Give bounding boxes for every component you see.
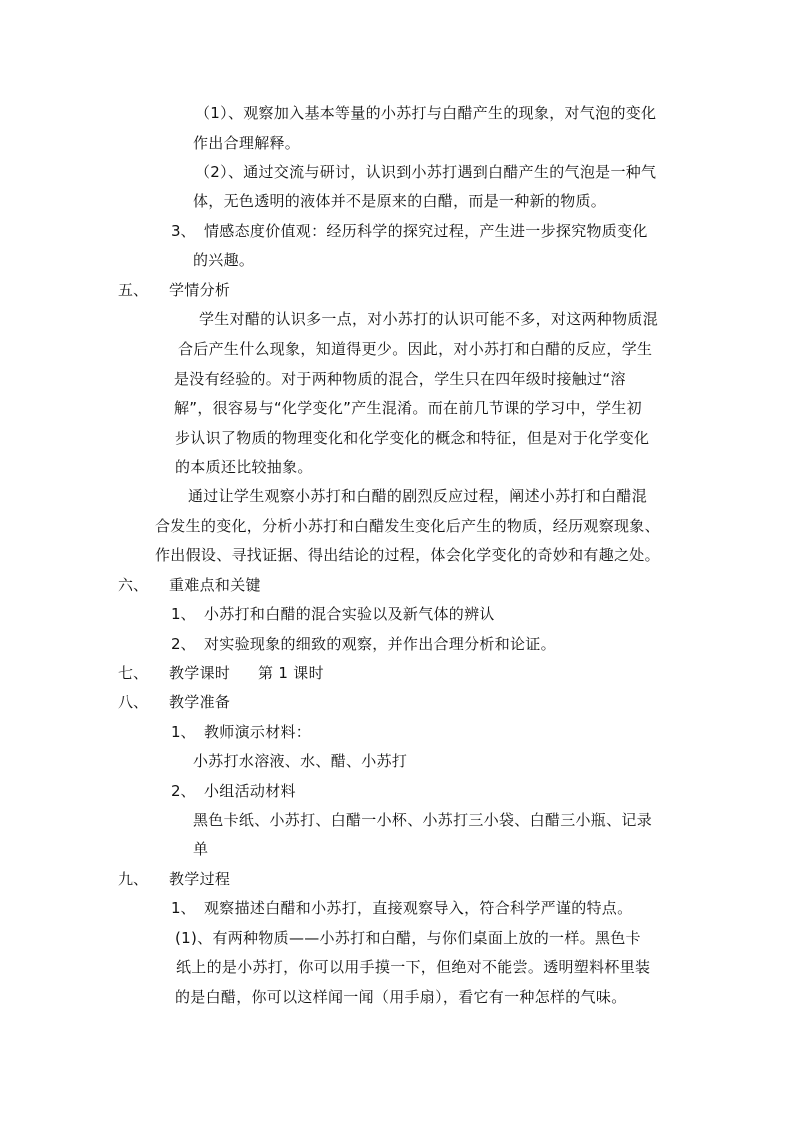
text-line: 观察描述白醋和小苏打，直接观察导入，符合科学严谨的特点。: [204, 899, 633, 917]
item-marker: 2、: [171, 782, 196, 800]
text-line: 教师演示材料：: [204, 723, 312, 741]
text-line: 情感态度价值观：经历科学的探究过程，产生进一步探究物质变化: [204, 222, 648, 240]
text-line: 黑色卡纸、小苏打、白醋一小杯、小苏打三小袋、白醋三小瓶、记录: [193, 811, 653, 829]
item-marker: 1、: [171, 605, 196, 623]
section-heading: 重难点和关键: [169, 576, 261, 594]
text-line: 合发生的变化，分析小苏打和白醋发生变化后产生的物质，经历观察现象、: [155, 517, 660, 535]
text-line: 单: [193, 840, 209, 858]
item-marker: 3、: [171, 222, 196, 240]
text-line: 通过让学生观察小苏打和白醋的剧烈反应过程，阐述小苏打和白醋混: [188, 487, 648, 505]
text-line: 小苏打和白醋的混合实验以及新气体的辨认: [204, 605, 495, 623]
text-line: 体，无色透明的液体并不是原来的白醋，而是一种新的物质。: [193, 192, 607, 210]
text-line: 纸上的是小苏打，你可以用手摸一下，但绝对不能尝。透明塑料杯里装: [176, 958, 651, 976]
text-line: 合后产生什么现象，知道得更少。因此，对小苏打和白醋的反应，学生: [178, 340, 653, 358]
text-line: 的兴趣。: [193, 251, 255, 269]
text-line: 作出假设、寻找证据、得出结论的过程，体会化学变化的奇妙和有趣之处。: [155, 546, 660, 564]
section-heading: 教学课时: [169, 664, 231, 682]
text-line: 步认识了物质的物理变化和化学变化的概念和特征，但是对于化学变化: [175, 429, 650, 447]
text-line: 是没有经验的。对于两种物质的混合，学生只在四年级时接触过“溶: [174, 370, 626, 388]
text-line: 学生对醋的认识多一点，对小苏打的认识可能不多，对这两种物质混: [199, 310, 659, 328]
text-line: （2）、通过交流与研讨，认识到小苏打遇到白醋产生的气泡是一种气: [195, 163, 657, 181]
section-heading: 学情分析: [169, 281, 231, 299]
section-heading: 教学准备: [169, 693, 231, 711]
text-line: 的本质还比较抽象。: [175, 458, 313, 476]
text-line: 小苏打水溶液、水、醋、小苏打: [193, 752, 408, 770]
text-line: (1)、有两种物质——小苏打和白醋，与你们桌面上放的一样。黑色卡: [175, 929, 641, 947]
lesson-count: 第 1 课时: [258, 664, 324, 682]
text-line: 小组活动材料: [204, 782, 296, 800]
item-marker: 2、: [171, 635, 196, 653]
section-number: 八、: [118, 693, 149, 711]
text-line: 作出合理解释。: [193, 134, 301, 152]
text-line: 对实验现象的细致的观察，并作出合理分析和论证。: [204, 635, 556, 653]
section-number: 七、: [118, 664, 149, 682]
section-number: 九、: [118, 870, 149, 888]
item-marker: 1、: [171, 899, 196, 917]
section-number: 六、: [118, 576, 149, 594]
section-heading: 教学过程: [169, 870, 231, 888]
text-line: （1）、观察加入基本等量的小苏打与白醋产生的现象，对气泡的变化: [195, 104, 657, 122]
item-marker: 1、: [171, 723, 196, 741]
text-line: 解”，很容易与“化学变化”产生混淆。而在前几节课的学习中，学生初: [174, 399, 642, 417]
section-number: 五、: [118, 281, 149, 299]
text-line: 的是白醋，你可以这样闻一闻（用手扇），看它有一种怎样的气味。: [175, 988, 627, 1006]
